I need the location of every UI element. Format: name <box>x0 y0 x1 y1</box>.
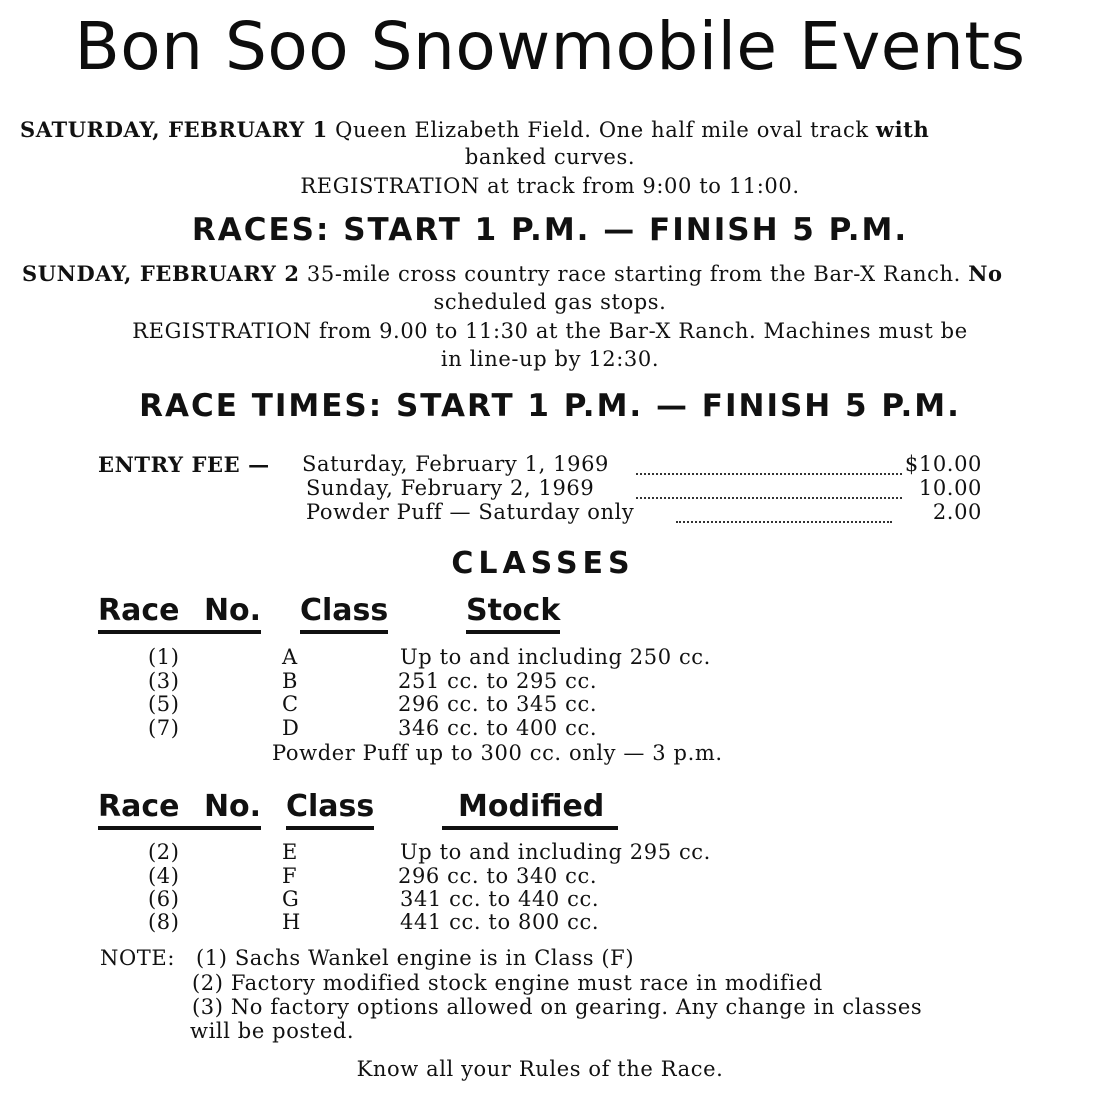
note-item-2: (2) Factory modified stock engine must race in modified <box>192 971 823 995</box>
modified-race-3: (6) <box>148 887 180 911</box>
modified-class-1: E <box>282 840 298 864</box>
header-race: Race <box>98 593 180 628</box>
saturday-line-2: banked curves. <box>464 145 636 169</box>
leader-dots <box>636 497 902 499</box>
sunday-registration-2: in line-up by 12:30. <box>440 347 660 371</box>
saturday-day: SATURDAY, FEBRUARY 1 <box>20 117 328 142</box>
entry-fee-amount-2: 10.00 <box>918 476 982 500</box>
saturday-line-end: with <box>875 117 930 142</box>
stock-class-1: A <box>282 645 298 669</box>
modified-race-1: (2) <box>148 840 180 864</box>
stock-header-class: Class <box>300 594 388 634</box>
entry-fee-desc-2: Sunday, February 2, 1969 <box>306 476 595 500</box>
saturday-race-times: RACES: START 1 P.M. — FINISH 5 P.M. <box>191 212 909 248</box>
sunday-line-end: No <box>968 261 1003 286</box>
modified-class-3: G <box>282 887 300 911</box>
header-no: No. <box>203 789 262 824</box>
page-title: Bon Soo Snowmobile Events <box>74 8 1026 85</box>
saturday-venue: Queen Elizabeth Field. One half mile oval track <box>335 118 869 142</box>
leader-dots <box>676 521 892 523</box>
modified-spec-3: 341 cc. to 440 cc. <box>400 887 600 911</box>
saturday-line-1 <box>20 117 929 142</box>
modified-class-2: F <box>282 864 298 888</box>
sunday-race-desc: 35-mile cross country race starting from the Bar-X Ranch. <box>306 262 961 286</box>
classes-heading: CLASSES <box>451 546 635 581</box>
sunday-registration-1: REGISTRATION from 9.00 to 11:30 at the Bar-X Ranch. Machines must be <box>132 319 968 343</box>
note-item-3-continued: will be posted. <box>190 1019 355 1043</box>
modified-class-4: H <box>282 910 301 934</box>
footer-text: Know all your Rules of the Race. <box>356 1057 724 1081</box>
entry-fee-amount-3: 2.00 <box>932 500 982 524</box>
header-no: No. <box>203 593 262 628</box>
entry-fee-desc-1: Saturday, February 1, 1969 <box>302 452 610 476</box>
modified-header-class: Class <box>286 790 374 830</box>
stock-race-2: (3) <box>148 669 180 693</box>
stock-class-4: D <box>282 716 300 740</box>
stock-spec-2: 251 cc. to 295 cc. <box>398 669 598 693</box>
stock-spec-4: 346 cc. to 400 cc. <box>398 716 598 740</box>
stock-race-1: (1) <box>148 645 180 669</box>
stock-header-race-no <box>98 594 261 634</box>
entry-fee-amount-1: $10.00 <box>904 452 982 476</box>
powder-puff-note: Powder Puff up to 300 cc. only — 3 p.m. <box>272 741 723 765</box>
stock-race-4: (7) <box>148 716 180 740</box>
sunday-day: SUNDAY, FEBRUARY 2 <box>22 261 300 286</box>
stock-class-3: C <box>282 692 299 716</box>
note-label: NOTE: <box>100 946 176 970</box>
entry-fee-label: ENTRY FEE — <box>98 452 270 477</box>
entry-fee-desc-3: Powder Puff — Saturday only <box>306 500 635 524</box>
sunday-line-1 <box>22 261 1003 286</box>
modified-spec-2: 296 cc. to 340 cc. <box>398 864 598 888</box>
stock-class-2: B <box>282 669 299 693</box>
note-item-1: (1) Sachs Wankel engine is in Class (F) <box>196 946 635 970</box>
stock-spec-3: 296 cc. to 345 cc. <box>398 692 598 716</box>
header-race: Race <box>98 789 180 824</box>
note-item-3: (3) No factory options allowed on gearing. Any change in classes <box>192 995 923 1019</box>
stock-header-type: Stock <box>466 594 560 634</box>
stock-spec-1: Up to and including 250 cc. <box>400 645 711 669</box>
modified-spec-1: Up to and including 295 cc. <box>400 840 711 864</box>
sunday-race-times: RACE TIMES: START 1 P.M. — FINISH 5 P.M. <box>139 388 961 424</box>
modified-header-type: Modified <box>442 790 618 830</box>
leader-dots <box>636 473 902 475</box>
modified-race-2: (4) <box>148 864 180 888</box>
saturday-registration: REGISTRATION at track from 9:00 to 11:00. <box>300 174 800 198</box>
modified-spec-4: 441 cc. to 800 cc. <box>400 910 600 934</box>
stock-race-3: (5) <box>148 692 180 716</box>
modified-race-4: (8) <box>148 910 180 934</box>
sunday-line-2: scheduled gas stops. <box>433 290 667 314</box>
modified-header-race-no <box>98 790 261 830</box>
